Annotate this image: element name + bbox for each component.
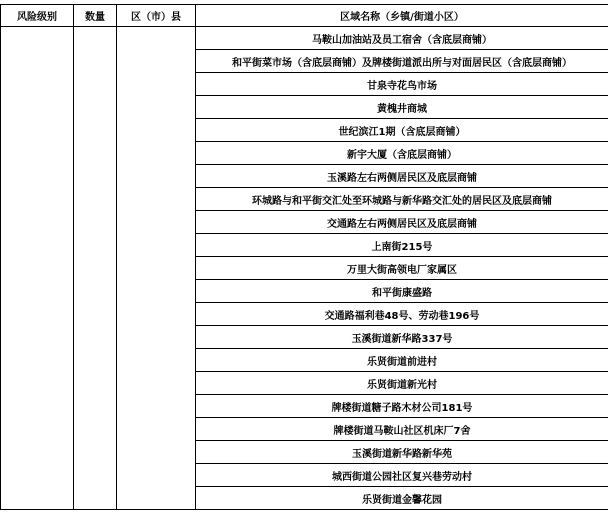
area-name-cell: 交通路福利巷48号、劳动巷196号	[196, 303, 608, 326]
area-name-cell: 牌楼街道糖子路木材公司181号	[196, 395, 608, 418]
count-cell	[74, 27, 117, 510]
header-area-name: 区域名称（乡镇/街道小区）	[196, 5, 608, 27]
area-name-cell: 黄槐井商城	[196, 96, 608, 119]
area-name-cell: 新宇大厦（含底层商铺）	[196, 142, 608, 165]
area-name-cell: 马鞍山加油站及员工宿舍（含底层商铺）	[196, 27, 608, 50]
risk-area-table	[0, 4, 608, 510]
area-name-cell: 玉溪路左右两侧居民区及底层商铺	[196, 165, 608, 188]
area-name-cell: 上南街215号	[196, 234, 608, 257]
area-name-cell: 城西街道公园社区复兴巷劳动村	[196, 464, 608, 487]
area-name-cell: 玉溪街道新华路新华苑	[196, 441, 608, 464]
risk-level-cell	[1, 27, 74, 510]
area-name-cell: 牌楼街道马鞍山社区机床厂7舍	[196, 418, 608, 441]
area-name-cell: 环城路与和平街交汇处至环城路与新华路交汇处的居民区及底层商铺	[196, 188, 608, 211]
header-count: 数量	[74, 5, 117, 27]
area-name-cell: 和平街菜市场（含底层商铺）及牌楼街道派出所与对面居民区（含底层商铺）	[196, 50, 608, 73]
header-district: 区（市）县	[117, 5, 196, 27]
area-name-cell: 甘泉寺花鸟市场	[196, 73, 608, 96]
area-name-cell: 万里大街高领电厂家属区	[196, 257, 608, 280]
header-risk-level: 风险级别	[1, 5, 74, 27]
header-row	[1, 5, 608, 27]
area-name-cell: 乐贤街道新光村	[196, 372, 608, 395]
area-name-cell: 玉溪街道新华路337号	[196, 326, 608, 349]
district-cell	[117, 27, 196, 510]
area-name-cell: 交通路左右两侧居民区及底层商铺	[196, 211, 608, 234]
area-name-cell: 和平街康盛路	[196, 280, 608, 303]
area-name-cell: 乐贤街道前进村	[196, 349, 608, 372]
area-name-cell: 世纪滨江1期（含底层商铺）	[196, 119, 608, 142]
area-name-cell: 乐贤街道金馨花园	[196, 487, 608, 510]
table-row	[1, 27, 608, 50]
